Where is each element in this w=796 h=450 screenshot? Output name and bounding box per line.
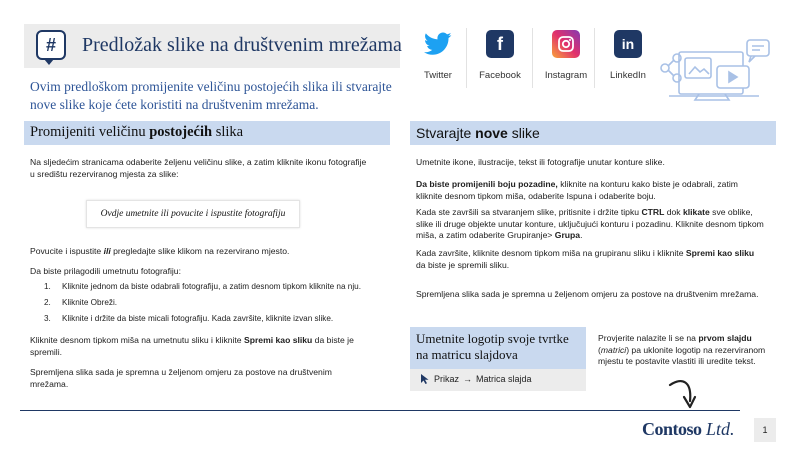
divider <box>594 28 595 88</box>
page-number: 1 <box>754 418 776 442</box>
page-title[interactable]: Predložak slike na društvenim mrežama <box>82 34 402 56</box>
curved-arrow-icon <box>668 377 704 411</box>
social-twitter <box>408 30 468 81</box>
twitter-label: Twitter <box>424 70 452 81</box>
instagram-label: Instagram <box>544 70 588 81</box>
bold-text: Grupa <box>554 230 581 240</box>
bold-text: Da biste promijenili boju pozadine, <box>416 179 558 189</box>
text: dok <box>664 207 683 217</box>
saved-note[interactable]: Spremljena slika sada je spremna u željenom omjeru za postove na društvenim mrežama. <box>30 367 332 389</box>
bold-text: Spremi kao sliku <box>685 248 755 258</box>
save-group-text[interactable] <box>416 248 766 271</box>
hashtag-chat-icon: # <box>36 30 66 60</box>
heading-text: slika <box>212 124 244 140</box>
footer-divider <box>20 410 740 411</box>
divider <box>532 28 533 88</box>
step-text: Kliknite Obreži. <box>62 298 118 308</box>
linkedin-icon: in <box>614 30 642 58</box>
bold-text: CTRL <box>641 207 665 217</box>
text: . <box>580 230 583 240</box>
social-instagram <box>536 30 596 81</box>
text: da biste je spremili sliku. <box>416 259 510 270</box>
text: da biste je spremili. <box>30 335 354 357</box>
text: Kliknite desnom tipkom miša na umetnutu sliku i kliknite <box>30 335 244 345</box>
bold-text: prvom slajdu <box>698 333 752 343</box>
step-number: 1. <box>44 282 51 291</box>
adjust-intro[interactable]: Da biste prilagodili umetnutu fotografiju: <box>30 266 181 276</box>
section-heading-resize[interactable] <box>24 121 390 145</box>
logo-box-heading[interactable]: Umetnite logotip svoje tvrtke na matricu slajdova <box>410 327 586 369</box>
social-linkedin <box>598 30 658 81</box>
step-text: Kliknite jednom da biste odabrali fotografiju, a zatim desnom tipkom kliknite na nju. <box>62 282 361 291</box>
logo-text: Ltd. <box>701 419 735 439</box>
text: ) pa uklonite logotip na rezerviranom mjestu te postavite vlastiti ili uredite tekst. <box>598 344 766 366</box>
step-number: 3. <box>44 314 51 324</box>
resize-intro[interactable]: Na sljedećim stranicama odaberite željenu veličinu slike, a zatim kliknite ikonu fotografije u središtu rezerviranog mjesta za slike: <box>30 157 367 179</box>
linkedin-label: LinkedIn <box>610 70 646 81</box>
text: Povucite i ispustite <box>30 246 104 256</box>
background-color-text[interactable] <box>416 179 766 202</box>
grouping-text[interactable] <box>416 207 766 242</box>
list-item[interactable] <box>44 281 364 292</box>
heading-bold-text: postojećih <box>149 124 213 140</box>
twitter-icon <box>424 30 452 58</box>
step-text: Kliknite i držite da biste micali fotografiju. Kada završite, kliknite izvan slike. <box>62 314 334 324</box>
menu-path-slide-master: Matrica slajda <box>476 374 532 384</box>
text: ( <box>598 344 601 355</box>
steps-list <box>44 281 364 330</box>
save-as-image-text[interactable] <box>30 335 370 358</box>
step-number: 2. <box>44 298 51 308</box>
cursor-icon <box>420 373 430 385</box>
bold-text: klikate <box>683 207 710 217</box>
saved-note[interactable]: Spremljena slika sada je spremna u željenom omjeru za postove na društvenim mrežama. <box>416 289 759 299</box>
social-facebook <box>470 30 530 81</box>
social-media-illustration-icon <box>655 34 779 106</box>
logo-note[interactable] <box>598 333 776 368</box>
text: pregledajte slike klikom na rezervirano mjesto. <box>110 246 290 256</box>
text: Provjerite nalazite li se na <box>598 333 699 343</box>
text: kliknite na konturu kako biste je odabrali, zatim kliknite desnom tipkom miša, odaberite Ispuna i odaberite boju. <box>416 179 738 201</box>
logo-text: Contoso <box>642 419 702 439</box>
heading-text: Promijeniti veličinu <box>30 124 150 140</box>
list-item[interactable] <box>44 297 364 308</box>
menu-path-view: Prikaz <box>434 374 460 384</box>
text: Kada završite, kliknite desnom tipkom miša na grupiranu sliku i kliknite <box>416 248 686 258</box>
text: sve oblike, slike ili druge objekte unutar konture, uključujući konturu i pozadinu. Kliknite desnom tipkom miša, a zatim odaberite Grupiranje> <box>416 207 764 240</box>
page-subtitle[interactable]: Ovim predloškom promijenite veličinu postojećih slika ili stvarajte nove slike koje ćete koristiti na društvenim mrežama. <box>30 79 392 112</box>
heading-bold-text: nove <box>475 125 508 141</box>
section-heading-create[interactable] <box>410 121 776 145</box>
italic-text: matrici <box>600 344 627 355</box>
text: Kada ste završili sa stvaranjem slike, pritisnite i držite tipku <box>416 207 642 217</box>
list-item[interactable] <box>44 313 364 324</box>
photo-placeholder[interactable]: Ovdje umetnite ili povucite i ispustite fotografiju <box>86 200 300 228</box>
title-banner <box>24 24 400 68</box>
instagram-icon <box>552 30 580 58</box>
facebook-label: Facebook <box>479 70 521 81</box>
arrow-right-icon: → <box>463 374 473 384</box>
company-logo[interactable] <box>642 419 735 440</box>
bold-text: Spremi kao sliku <box>243 335 313 345</box>
divider <box>466 28 467 88</box>
create-intro[interactable]: Umetnite ikone, ilustracije, tekst ili fotografije unutar konture slike. <box>416 157 665 167</box>
menu-path <box>420 373 532 385</box>
logo-instructions-box <box>410 327 586 391</box>
heading-text: slike <box>507 125 540 141</box>
heading-text: Stvarajte <box>416 125 476 141</box>
facebook-icon: f <box>486 30 514 58</box>
drag-drop-text[interactable] <box>30 246 370 258</box>
bold-text: ili <box>103 246 111 256</box>
